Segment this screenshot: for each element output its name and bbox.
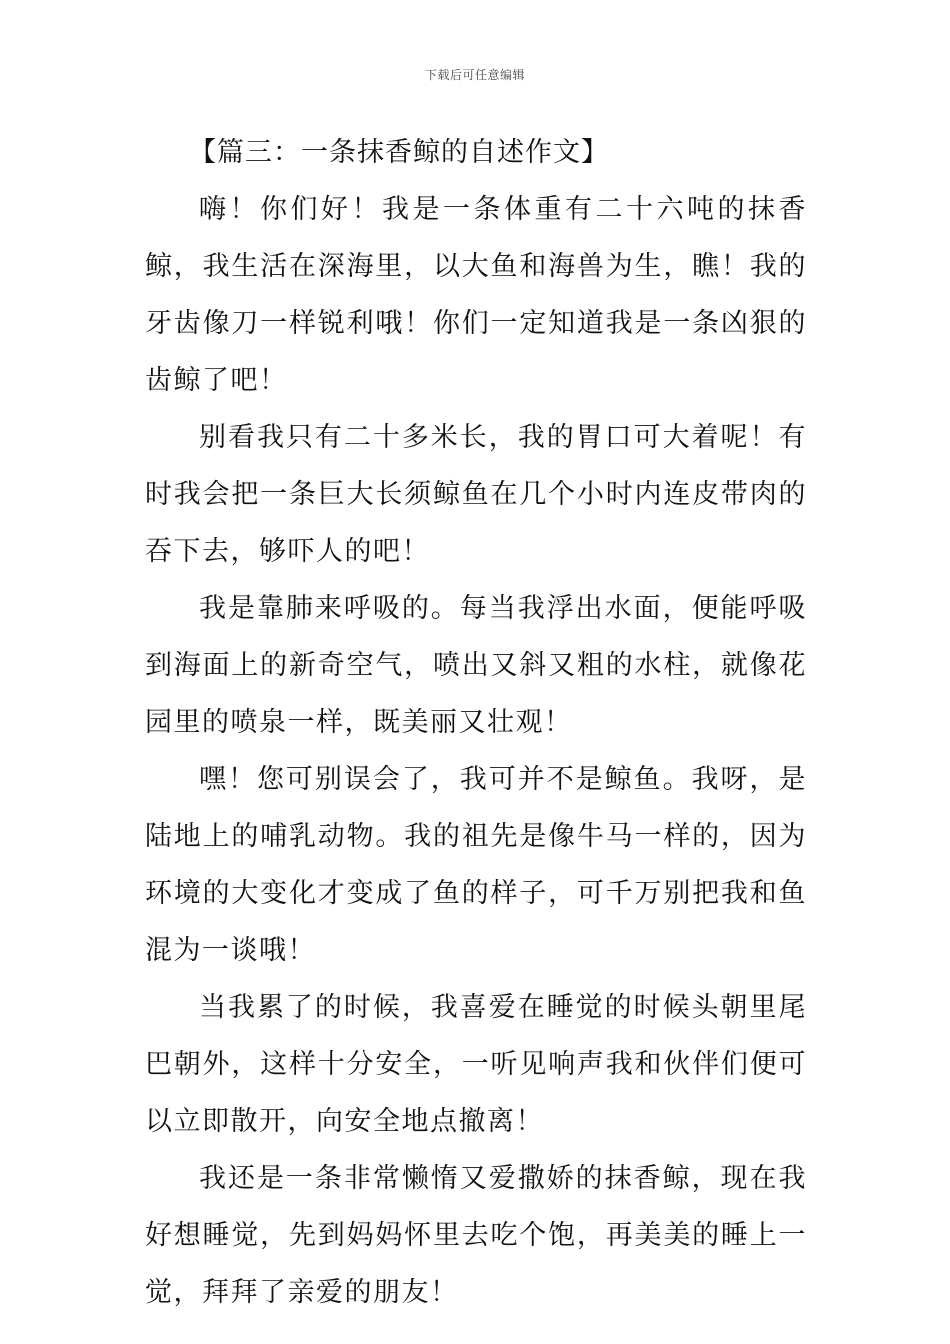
paragraph-1: 嗨！你们好！我是一条体重有二十六吨的抹香鲸，我生活在深海里，以大鱼和海兽为生，瞧！我的牙齿像刀一样锐利哦！你们一定知道我是一条凶狠的齿鲸了吧！ bbox=[145, 194, 807, 396]
paragraph-6: 我还是一条非常懒惰又爱撒娇的抹香鲸，现在我好想睡觉，先到妈妈怀里去吃个饱，再美美的睡上一觉，拜拜了亲爱的朋友！ bbox=[145, 1163, 807, 1308]
document-title: 【篇三：一条抹香鲸的自述作文】 bbox=[189, 137, 609, 168]
document-body bbox=[145, 124, 807, 1321]
header-note: 下载后可任意编辑 bbox=[424, 68, 525, 82]
paragraph-2: 别看我只有二十多米长，我的胃口可大着呢！有时我会把一条巨大长须鲸鱼在几个小时内连皮带肉的吞下去，够吓人的吧！ bbox=[145, 422, 807, 567]
paragraph-4: 嘿！您可别误会了，我可并不是鲸鱼。我呀，是陆地上的哺乳动物。我的祖先是像牛马一样的，因为环境的大变化才变成了鱼的样子，可千万别把我和鱼混为一谈哦！ bbox=[145, 764, 807, 966]
paragraph-3: 我是靠肺来呼吸的。每当我浮出水面，便能呼吸到海面上的新奇空气，喷出又斜又粗的水柱，就像花园里的喷泉一样，既美丽又壮观！ bbox=[145, 593, 807, 738]
paragraph-5: 当我累了的时候，我喜爱在睡觉的时候头朝里尾巴朝外，这样十分安全，一听见响声我和伙伴们便可以立即散开，向安全地点撤离！ bbox=[145, 992, 807, 1137]
